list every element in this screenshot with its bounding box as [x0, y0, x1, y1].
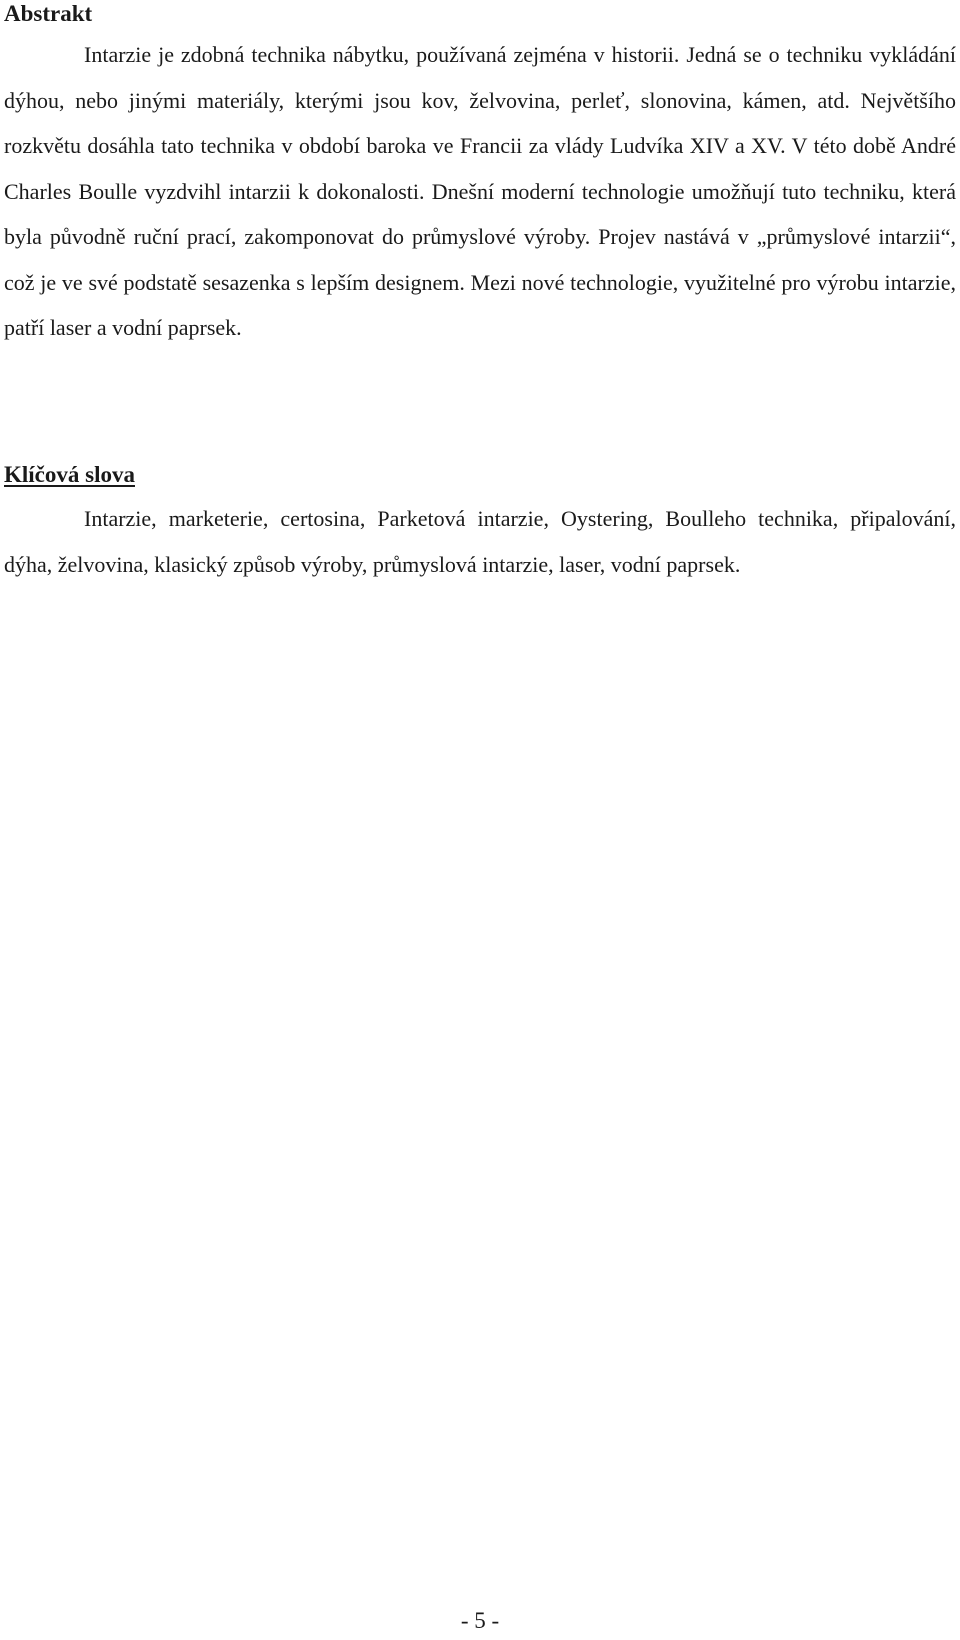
abstract-paragraph: Intarzie je zdobná technika nábytku, používaná zejména v historii. Jedná se o techniku vykládání dýhou, nebo jinými materiály, kterými jsou kov, želvovina, perleť, slonovina, kámen, atd. Největšího rozkvětu dosáhla tato technika v období baroka ve Francii za vlády Ludvíka XIV a XV. V této době André Charles Boulle vyzdvihl intarzii k dokonalosti. Dnešní moderní technologie umožňují tuto techniku, která byla původně ruční prací, zakomponovat do průmyslové výroby. Projev nastává v „průmyslové intarzii“, což je ve své podstatě sesazenka s lepším designem. Mezi nové technologie, využitelné pro výrobu intarzie, patří laser a vodní paprsek. — [4, 42, 956, 340]
page-number: - 5 - — [460, 1608, 500, 1633]
keywords-heading: Klíčová slova — [4, 462, 135, 487]
abstract-heading: Abstrakt — [4, 1, 93, 26]
keywords-paragraph: Intarzie, marketerie, certosina, Parketová intarzie, Oystering, Boulleho technika, připalování, dýha, želvovina, klasický způsob výroby, průmyslová intarzie, laser, vodní paprsek. — [4, 506, 956, 577]
